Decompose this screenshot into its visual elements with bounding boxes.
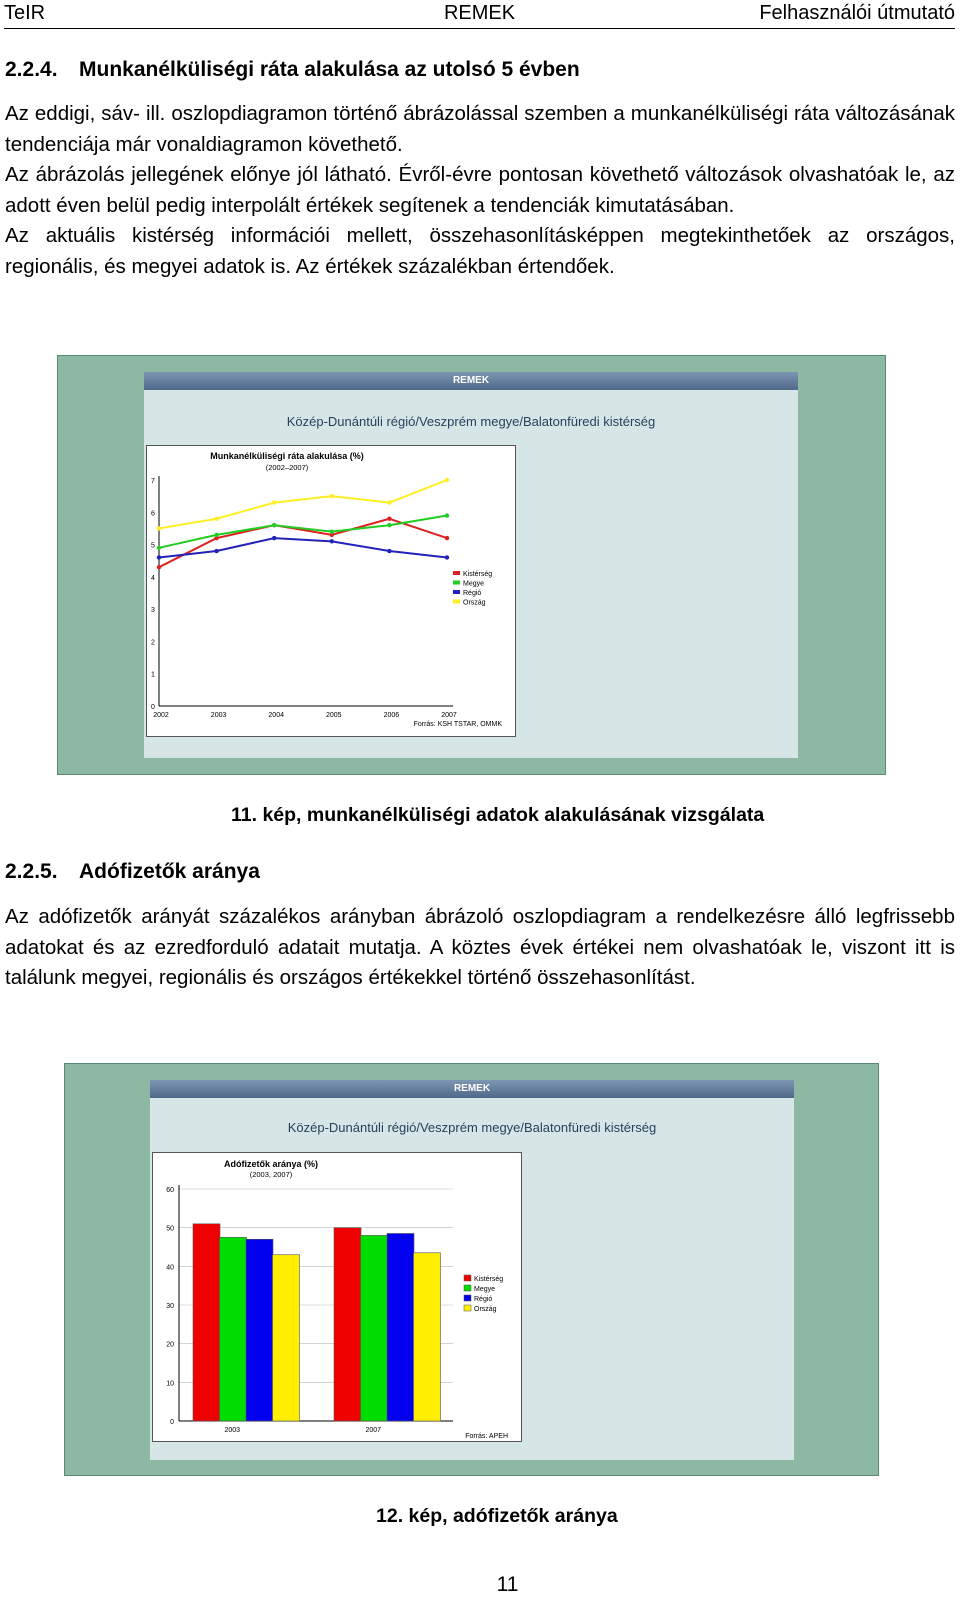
- data-point: [272, 536, 276, 540]
- legend-label: Ország: [463, 599, 486, 607]
- section2-body: [5, 902, 955, 994]
- legend-swatch: [453, 600, 460, 604]
- screenshot-content: [144, 372, 798, 758]
- data-point: [157, 546, 161, 550]
- header-left: TeIR: [4, 2, 46, 24]
- y-tick-label: 30: [166, 1303, 174, 1310]
- data-point: [387, 523, 391, 527]
- legend-swatch: [464, 1285, 471, 1291]
- y-tick-label: 2: [151, 639, 155, 647]
- section-heading-unemployment: [5, 57, 580, 83]
- screenshot-content: [150, 1080, 794, 1460]
- legend-swatch: [464, 1295, 471, 1301]
- y-tick-label: 4: [151, 574, 155, 582]
- data-point: [445, 555, 449, 559]
- legend-label: Kistérség: [474, 1276, 504, 1283]
- unemployment-line-chart: [147, 446, 515, 736]
- bar: [361, 1235, 388, 1421]
- y-tick-label: 1: [151, 671, 155, 679]
- x-tick-label: 2005: [326, 712, 342, 719]
- data-point: [445, 478, 449, 482]
- x-tick-label: 2007: [441, 712, 457, 719]
- x-tick-label: 2006: [383, 712, 400, 719]
- legend-label: Megye: [463, 580, 485, 588]
- section1-body: [5, 99, 955, 282]
- y-tick-label: 7: [151, 478, 155, 485]
- x-tick-label: 2007: [365, 1427, 382, 1434]
- page-header: [4, 0, 955, 29]
- data-point: [445, 513, 449, 517]
- data-point: [387, 549, 391, 553]
- section-number: 2.2.5.: [5, 860, 58, 883]
- legend-swatch: [453, 581, 460, 585]
- y-tick-label: 3: [151, 607, 155, 615]
- legend-swatch: [464, 1305, 471, 1311]
- y-tick-label: 10: [166, 1380, 174, 1388]
- data-point: [214, 533, 218, 537]
- legend-label: Kistérség: [463, 571, 493, 578]
- location-breadcrumb: Közép-Dunántúli régió/Veszprém megye/Balatonfüredi kistérség: [286, 414, 656, 429]
- page-number: 11: [496, 1573, 519, 1596]
- chart-source: Forrás: KSH TSTAR, OMMK: [413, 721, 502, 728]
- data-point: [330, 539, 334, 543]
- paragraph: Az aktuális kistérség információi mellett, összehasonlításképpen megtekinthetőek az országos, regionális, és megyei adatok is. Az értékek százalékban értendőek.: [5, 224, 955, 278]
- bar: [414, 1253, 441, 1421]
- data-point: [214, 517, 218, 521]
- legend-swatch: [464, 1275, 471, 1281]
- y-tick-label: 0: [170, 1419, 174, 1426]
- data-point: [330, 494, 334, 498]
- chart-subtitle: (2002–2007): [265, 463, 309, 472]
- y-tick-label: 60: [166, 1187, 174, 1194]
- legend-swatch: [453, 571, 460, 575]
- remek-bar: REMEK: [150, 1080, 794, 1098]
- y-tick-label: 6: [151, 510, 155, 518]
- data-point: [445, 536, 449, 540]
- y-tick-label: 50: [166, 1225, 174, 1233]
- chart-subtitle: (2003, 2007): [249, 1170, 293, 1179]
- y-tick-label: 0: [151, 704, 155, 711]
- series-line: [159, 480, 447, 528]
- x-tick-label: 2004: [268, 712, 284, 719]
- data-point: [214, 549, 218, 553]
- data-point: [157, 555, 161, 559]
- data-point: [330, 529, 334, 533]
- y-tick-label: 40: [166, 1264, 174, 1272]
- figure-caption-12: 12. kép, adófizetők aránya: [376, 1505, 618, 1527]
- location-breadcrumb: Közép-Dunántúli régió/Veszprém megye/Balatonfüredi kistérség: [287, 1120, 657, 1135]
- line-chart-box: [146, 445, 516, 737]
- legend-swatch: [453, 590, 460, 594]
- y-tick-label: 5: [151, 542, 155, 550]
- bar-chart-box: [152, 1152, 522, 1442]
- bar: [246, 1239, 273, 1421]
- data-point: [387, 517, 391, 521]
- screenshot-unemployment: [57, 355, 886, 775]
- data-point: [272, 500, 276, 504]
- paragraph: Az ábrázolás jellegének előnye jól látható. Évről-évre pontosan követhető változások olvashatóak le, az adott éven belül pedig interpolált értékek segítenek a tendenciák kimutatásában.: [5, 163, 955, 217]
- x-tick-label: 2002: [153, 712, 169, 719]
- legend-label: Régió: [463, 590, 482, 597]
- x-tick-label: 2003: [224, 1427, 241, 1434]
- screenshot-taxpayers: [64, 1063, 879, 1476]
- data-point: [157, 526, 161, 530]
- section-title: Adófizetők aránya: [79, 860, 260, 883]
- data-point: [272, 523, 276, 527]
- legend-label: Megye: [474, 1286, 496, 1293]
- data-point: [387, 500, 391, 504]
- remek-bar: REMEK: [144, 372, 798, 390]
- paragraph: Az eddigi, sáv- ill. oszlopdiagramon történő ábrázolással szemben a munkanélküliségi ráta változásának tendenciája már vonaldiagramon követhető.: [5, 102, 955, 156]
- chart-title: Munkanélküliségi ráta alakulása (%): [210, 451, 364, 461]
- section-number: 2.2.4.: [5, 58, 58, 81]
- series-line: [159, 538, 447, 557]
- legend-label: Régió: [474, 1296, 493, 1303]
- bar: [387, 1233, 414, 1421]
- header-right: Felhasználói útmutató: [759, 2, 955, 24]
- bar: [273, 1255, 300, 1421]
- header-center: REMEK: [443, 2, 516, 24]
- section-heading-taxpayers: [5, 859, 260, 885]
- legend-label: Ország: [474, 1306, 497, 1313]
- paragraph: Az adófizetők arányát százalékos arányban ábrázoló oszlopdiagram a rendelkezésre álló legfrissebb adatokat és az ezredforduló adatait mutatja. A köztes évek értékei nem olvashatóak le, viszont itt is találunk megyei, regionális és országos értékekkel történő összehasonlítást.: [5, 905, 955, 989]
- figure-caption-11: 11. kép, munkanélküliségi adatok alakulásának vizsgálata: [231, 804, 765, 826]
- data-point: [157, 565, 161, 569]
- chart-source: Forrás: APEH: [465, 1433, 508, 1440]
- x-tick-label: 2003: [210, 712, 227, 719]
- y-tick-label: 20: [166, 1341, 174, 1349]
- bar: [220, 1237, 247, 1421]
- bar: [334, 1228, 361, 1421]
- taxpayers-bar-chart: [153, 1153, 521, 1441]
- section-title: Munkanélküliségi ráta alakulása az utolsó 5 évben: [79, 58, 580, 81]
- series-line: [159, 519, 447, 567]
- bar: [193, 1224, 220, 1421]
- chart-title: Adófizetők aránya (%): [223, 1159, 319, 1169]
